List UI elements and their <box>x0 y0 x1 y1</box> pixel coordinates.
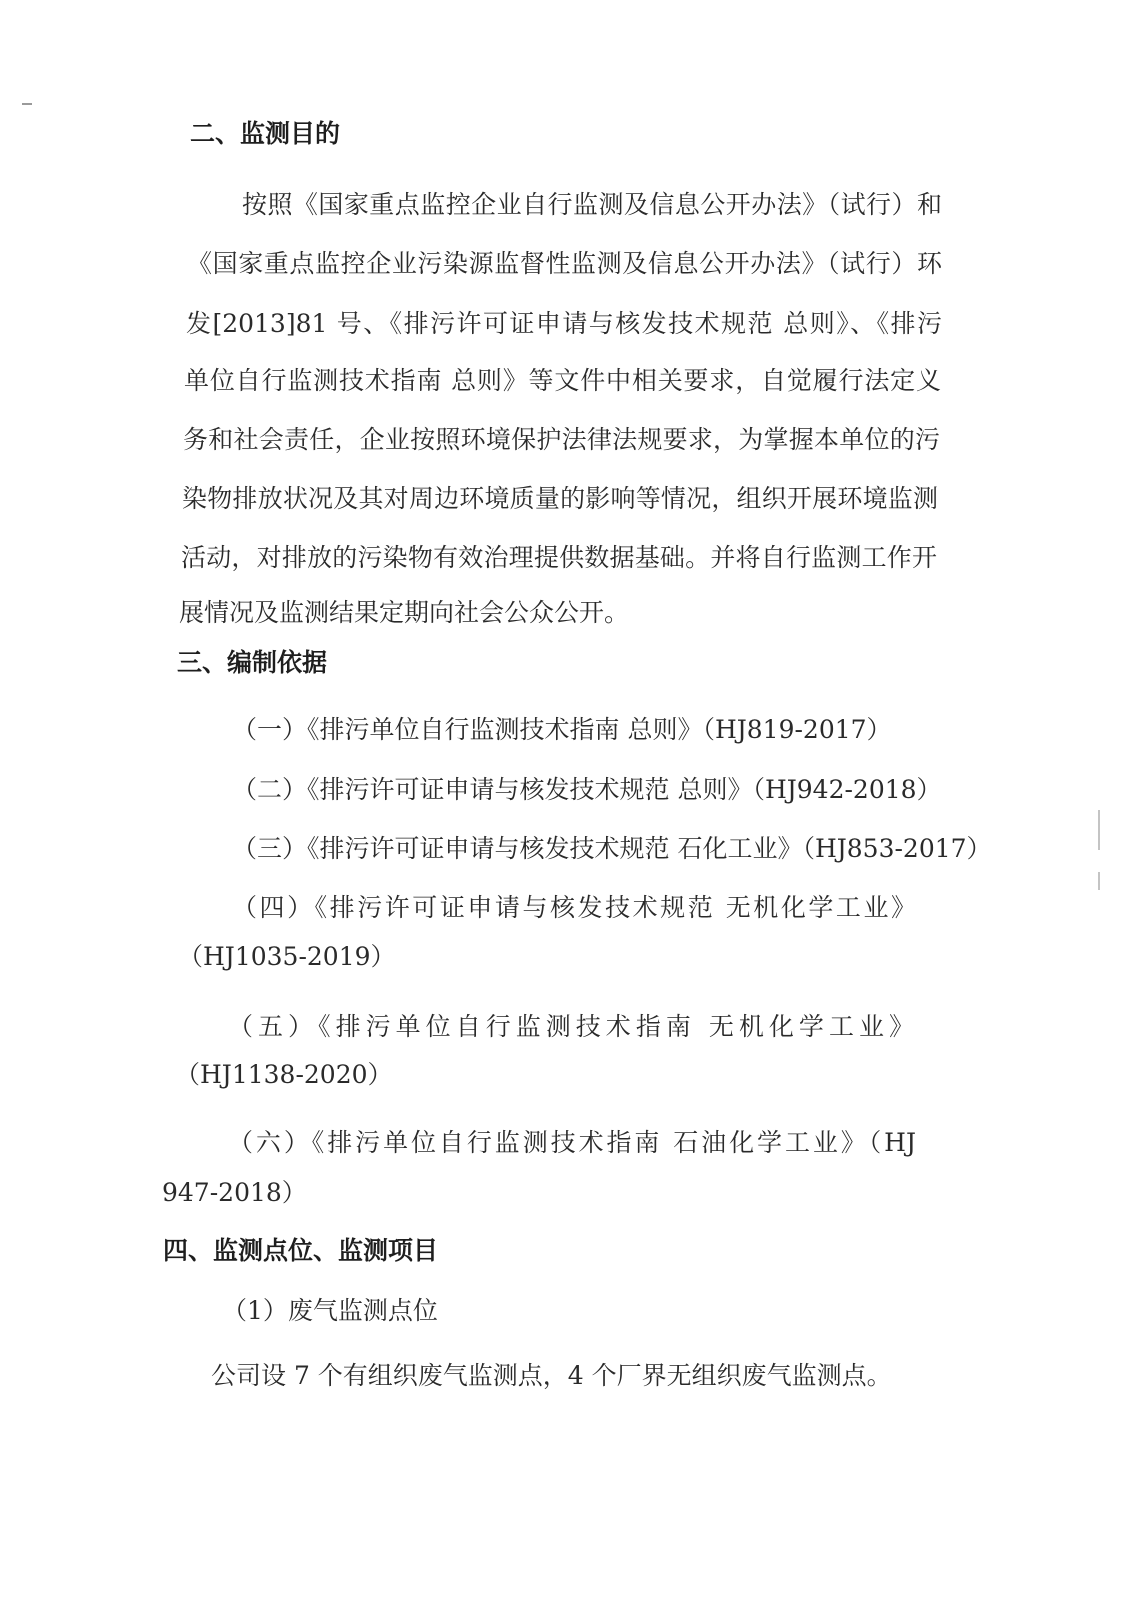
scan-mark <box>1098 810 1100 850</box>
reference-item: （四）《排污许可证申请与核发技术规范 无机化学工业》 <box>232 893 916 922</box>
subsection-heading-exhaust-gas: （1）废气监测点位 <box>222 1296 438 1325</box>
reference-item: （HJ1035-2019） <box>178 942 396 971</box>
section-heading-basis: 三、编制依据 <box>177 648 328 677</box>
paragraph-line: 公司设 7 个有组织废气监测点，4 个厂界无组织废气监测点。 <box>211 1361 892 1390</box>
reference-item: （五）《排污单位自行监测技术指南 无机化学工业》 <box>228 1012 914 1041</box>
reference-item: （二）《排污许可证申请与核发技术规范 总则》（HJ942-2018） <box>232 775 942 804</box>
reference-item: （一）《排污单位自行监测技术指南 总则》（HJ819-2017） <box>232 715 892 744</box>
section-heading-purpose: 二、监测目的 <box>190 119 341 148</box>
reference-item: （三）《排污许可证申请与核发技术规范 石化工业》（HJ853-2017） <box>232 834 992 863</box>
scan-mark <box>22 103 32 105</box>
scan-mark <box>1098 872 1100 890</box>
paragraph-line: 《国家重点监控企业污染源监督性监测及信息公开办法》（试行）环 <box>187 249 942 278</box>
paragraph-line: 展情况及监测结果定期向社会公众公开。 <box>179 598 630 627</box>
paragraph-line: 单位自行监测技术指南 总则》等文件中相关要求，自觉履行法定义 <box>184 366 941 395</box>
paragraph-line: 按照《国家重点监控企业自行监测及信息公开办法》（试行）和 <box>242 190 942 219</box>
reference-item: （HJ1138-2020） <box>175 1060 393 1089</box>
paragraph-line: 务和社会责任，企业按照环境保护法律法规要求，为掌握本单位的污 <box>183 425 940 454</box>
paragraph-line: 染物排放状况及其对周边环境质量的影响等情况，组织开展环境监测 <box>182 484 938 513</box>
reference-item: 947-2018） <box>162 1178 307 1207</box>
paragraph-line: 发[2013]81 号、《排污许可证申请与核发技术规范 总则》、《排污 <box>186 309 942 338</box>
paragraph-line: 活动，对排放的污染物有效治理提供数据基础。并将自行监测工作开 <box>181 543 937 572</box>
reference-item: （六）《排污单位自行监测技术指南 石油化学工业》（HJ <box>228 1128 916 1157</box>
section-heading-monitoring-points: 四、监测点位、监测项目 <box>163 1236 439 1265</box>
